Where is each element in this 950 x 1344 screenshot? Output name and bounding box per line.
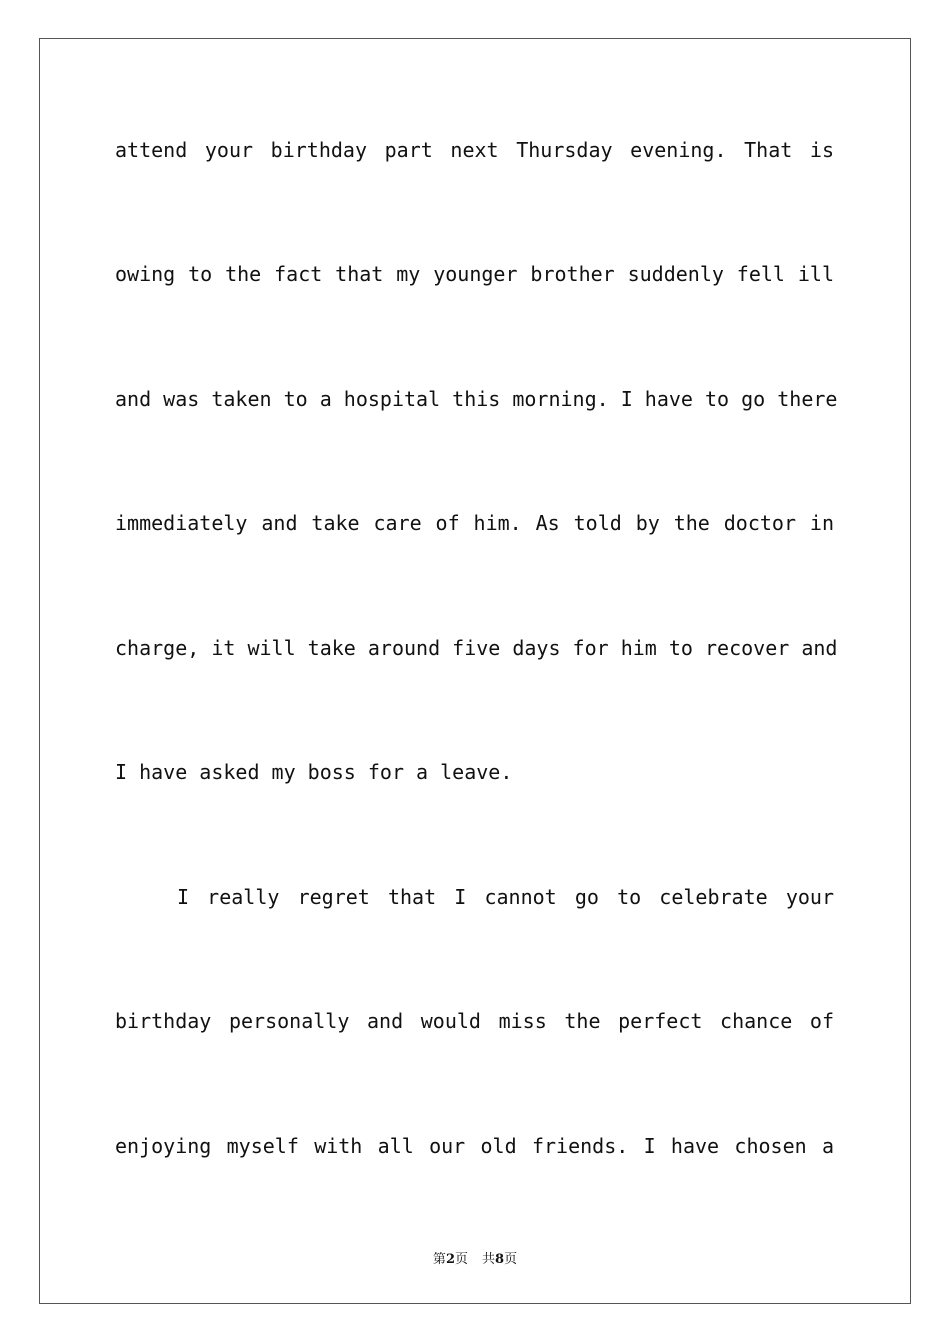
- text-line-4: immediately and take care of him. As told by the doctor in: [115, 511, 834, 535]
- text-line-3: and was taken to a hospital this morning. I have to go there: [115, 387, 838, 411]
- page-footer: [0, 1248, 950, 1267]
- page-prefix: 第: [432, 1252, 446, 1267]
- total-prefix: 共: [482, 1252, 496, 1267]
- text-line-9: enjoying myself with all our old friends. I have chosen a: [115, 1134, 834, 1158]
- text-line-1: attend your birthday part next Thursday evening. That is: [115, 138, 834, 162]
- total-suffix: 页: [504, 1252, 518, 1267]
- text-line-6: I have asked my boss for a leave.: [115, 760, 513, 784]
- text-line-5: charge, it will take around five days for him to recover and: [115, 636, 838, 660]
- total-pages: 8: [495, 1252, 505, 1267]
- text-line-2: owing to the fact that my younger brother suddenly fell ill: [115, 262, 834, 286]
- text-line-8: birthday personally and would miss the perfect chance of: [115, 1009, 834, 1033]
- page-number: 2: [445, 1252, 455, 1267]
- page-border: [39, 38, 911, 1304]
- text-line-7: I really regret that I cannot go to celebrate your: [177, 885, 834, 909]
- page-suffix: 页: [454, 1252, 468, 1267]
